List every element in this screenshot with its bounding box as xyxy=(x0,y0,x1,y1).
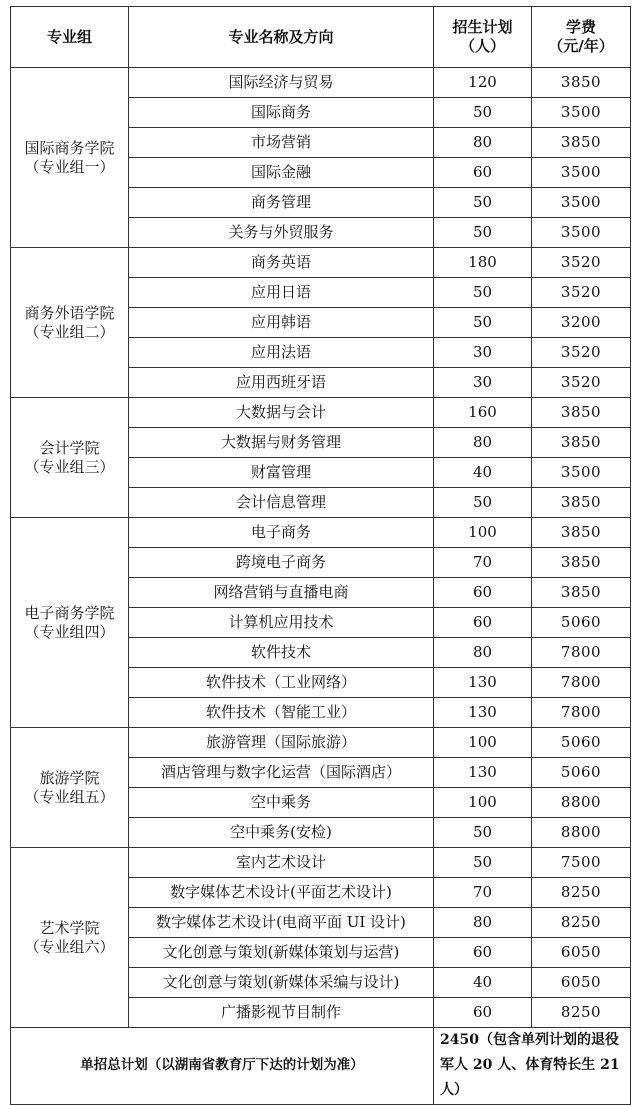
plan-cell: 80 xyxy=(434,128,532,158)
major-cell: 室内艺术设计 xyxy=(129,848,434,878)
major-cell: 商务管理 xyxy=(129,188,434,218)
major-cell: 空中乘务(安检) xyxy=(129,818,434,848)
major-cell: 文化创意与策划(新媒体采编与设计) xyxy=(129,968,434,998)
fee-cell: 8800 xyxy=(532,788,631,818)
major-cell: 数字媒体艺术设计(平面艺术设计) xyxy=(129,878,434,908)
major-cell: 旅游管理（国际旅游） xyxy=(129,728,434,758)
fee-cell: 3520 xyxy=(532,248,631,278)
total-label: 单招总计划（以湖南省教育厅下达的计划为准） xyxy=(11,1028,434,1105)
major-cell: 软件技术（智能工业） xyxy=(129,698,434,728)
fee-cell: 3200 xyxy=(532,308,631,338)
major-cell: 会计信息管理 xyxy=(129,488,434,518)
college-name: 艺术学院 xyxy=(39,918,100,937)
plan-cell: 50 xyxy=(434,308,532,338)
major-cell: 应用法语 xyxy=(129,338,434,368)
table-header-row xyxy=(11,7,631,68)
major-cell: 国际经济与贸易 xyxy=(129,68,434,98)
table-row xyxy=(11,398,631,428)
plan-cell: 60 xyxy=(434,578,532,608)
fee-cell: 6050 xyxy=(532,968,631,998)
fee-cell: 3500 xyxy=(532,218,631,248)
fee-cell: 3520 xyxy=(532,278,631,308)
college-name: 电子商务学院 xyxy=(24,603,115,622)
header-fee xyxy=(532,7,631,68)
header-major: 专业名称及方向 xyxy=(129,7,434,68)
plan-cell: 130 xyxy=(434,698,532,728)
major-cell: 国际商务 xyxy=(129,98,434,128)
major-cell: 酒店管理与数字化运营（国际酒店） xyxy=(129,758,434,788)
fee-cell: 3520 xyxy=(532,368,631,398)
plan-cell: 50 xyxy=(434,188,532,218)
header-fee-line2: （元/年） xyxy=(548,37,614,55)
fee-cell: 8250 xyxy=(532,998,631,1028)
fee-cell: 3500 xyxy=(532,188,631,218)
major-cell: 应用西班牙语 xyxy=(129,368,434,398)
group-cell xyxy=(11,398,129,518)
fee-cell: 5060 xyxy=(532,608,631,638)
plan-cell: 40 xyxy=(434,458,532,488)
major-cell: 软件技术（工业网络） xyxy=(129,668,434,698)
fee-cell: 3500 xyxy=(532,98,631,128)
plan-cell: 100 xyxy=(434,518,532,548)
group-label: （专业组六） xyxy=(24,937,115,956)
group-label: （专业组二） xyxy=(24,322,115,341)
fee-cell: 3850 xyxy=(532,578,631,608)
major-cell: 国际金融 xyxy=(129,158,434,188)
major-cell: 文化创意与策划(新媒体策划与运营) xyxy=(129,938,434,968)
major-cell: 应用日语 xyxy=(129,278,434,308)
group-cell xyxy=(11,248,129,398)
group-label: （专业组五） xyxy=(24,787,115,806)
table-row xyxy=(11,248,631,278)
plan-cell: 100 xyxy=(434,728,532,758)
fee-cell: 3850 xyxy=(532,128,631,158)
college-name: 商务外语学院 xyxy=(24,303,115,322)
fee-cell: 7800 xyxy=(532,668,631,698)
major-cell: 商务英语 xyxy=(129,248,434,278)
fee-cell: 3500 xyxy=(532,158,631,188)
fee-cell: 5060 xyxy=(532,728,631,758)
group-label: （专业组四） xyxy=(24,622,115,641)
group-cell xyxy=(11,68,129,248)
header-group: 专业组 xyxy=(11,7,129,68)
plan-cell: 40 xyxy=(434,968,532,998)
fee-cell: 3850 xyxy=(532,518,631,548)
plan-cell: 60 xyxy=(434,158,532,188)
fee-cell: 7800 xyxy=(532,698,631,728)
plan-cell: 50 xyxy=(434,278,532,308)
fee-cell: 3850 xyxy=(532,428,631,458)
plan-cell: 70 xyxy=(434,878,532,908)
plan-cell: 130 xyxy=(434,668,532,698)
header-plan-line1: 招生计划 xyxy=(452,18,513,37)
college-name: 会计学院 xyxy=(39,438,100,457)
college-name: 国际商务学院 xyxy=(24,138,115,157)
plan-cell: 80 xyxy=(434,908,532,938)
fee-cell: 3850 xyxy=(532,488,631,518)
fee-cell: 7500 xyxy=(532,848,631,878)
fee-cell: 8800 xyxy=(532,818,631,848)
major-cell: 软件技术 xyxy=(129,638,434,668)
plan-cell: 80 xyxy=(434,638,532,668)
group-cell xyxy=(11,518,129,728)
fee-cell: 8250 xyxy=(532,878,631,908)
major-cell: 市场营销 xyxy=(129,128,434,158)
plan-cell: 50 xyxy=(434,818,532,848)
fee-cell: 7800 xyxy=(532,638,631,668)
fee-cell: 5060 xyxy=(532,758,631,788)
major-cell: 应用韩语 xyxy=(129,308,434,338)
major-cell: 网络营销与直播电商 xyxy=(129,578,434,608)
group-label: （专业组一） xyxy=(24,157,115,176)
major-cell: 关务与外贸服务 xyxy=(129,218,434,248)
group-label: （专业组三） xyxy=(24,457,115,476)
major-cell: 财富管理 xyxy=(129,458,434,488)
header-fee-line1: 学费 xyxy=(565,18,596,37)
fee-cell: 3850 xyxy=(532,68,631,98)
major-cell: 空中乘务 xyxy=(129,788,434,818)
college-name: 旅游学院 xyxy=(39,768,100,787)
group-cell xyxy=(11,848,129,1028)
table-row xyxy=(11,848,631,878)
plan-cell: 30 xyxy=(434,368,532,398)
fee-cell: 3500 xyxy=(532,458,631,488)
fee-cell: 6050 xyxy=(532,938,631,968)
major-cell: 跨境电子商务 xyxy=(129,548,434,578)
plan-cell: 80 xyxy=(434,428,532,458)
plan-cell: 60 xyxy=(434,608,532,638)
admission-plan-table xyxy=(10,6,631,1105)
plan-cell: 180 xyxy=(434,248,532,278)
major-cell: 大数据与财务管理 xyxy=(129,428,434,458)
plan-cell: 50 xyxy=(434,98,532,128)
table-row xyxy=(11,68,631,98)
header-plan-line2: （人） xyxy=(459,37,505,55)
plan-cell: 50 xyxy=(434,848,532,878)
plan-cell: 60 xyxy=(434,998,532,1028)
header-plan xyxy=(434,7,532,68)
plan-cell: 60 xyxy=(434,938,532,968)
total-row xyxy=(11,1028,631,1105)
major-cell: 电子商务 xyxy=(129,518,434,548)
plan-cell: 130 xyxy=(434,758,532,788)
total-value: 2450（包含单列计划的退役军人 20 人、体育特长生 21 人） xyxy=(434,1028,631,1105)
fee-cell: 3520 xyxy=(532,338,631,368)
fee-cell: 3850 xyxy=(532,398,631,428)
fee-cell: 3850 xyxy=(532,548,631,578)
table-row xyxy=(11,728,631,758)
plan-cell: 120 xyxy=(434,68,532,98)
plan-cell: 50 xyxy=(434,488,532,518)
plan-cell: 160 xyxy=(434,398,532,428)
table-row xyxy=(11,518,631,548)
major-cell: 数字媒体艺术设计(电商平面 UI 设计) xyxy=(129,908,434,938)
plan-cell: 100 xyxy=(434,788,532,818)
major-cell: 计算机应用技术 xyxy=(129,608,434,638)
plan-cell: 30 xyxy=(434,338,532,368)
fee-cell: 8250 xyxy=(532,908,631,938)
group-cell xyxy=(11,728,129,848)
plan-cell: 50 xyxy=(434,218,532,248)
plan-cell: 70 xyxy=(434,548,532,578)
major-cell: 广播影视节目制作 xyxy=(129,998,434,1028)
major-cell: 大数据与会计 xyxy=(129,398,434,428)
